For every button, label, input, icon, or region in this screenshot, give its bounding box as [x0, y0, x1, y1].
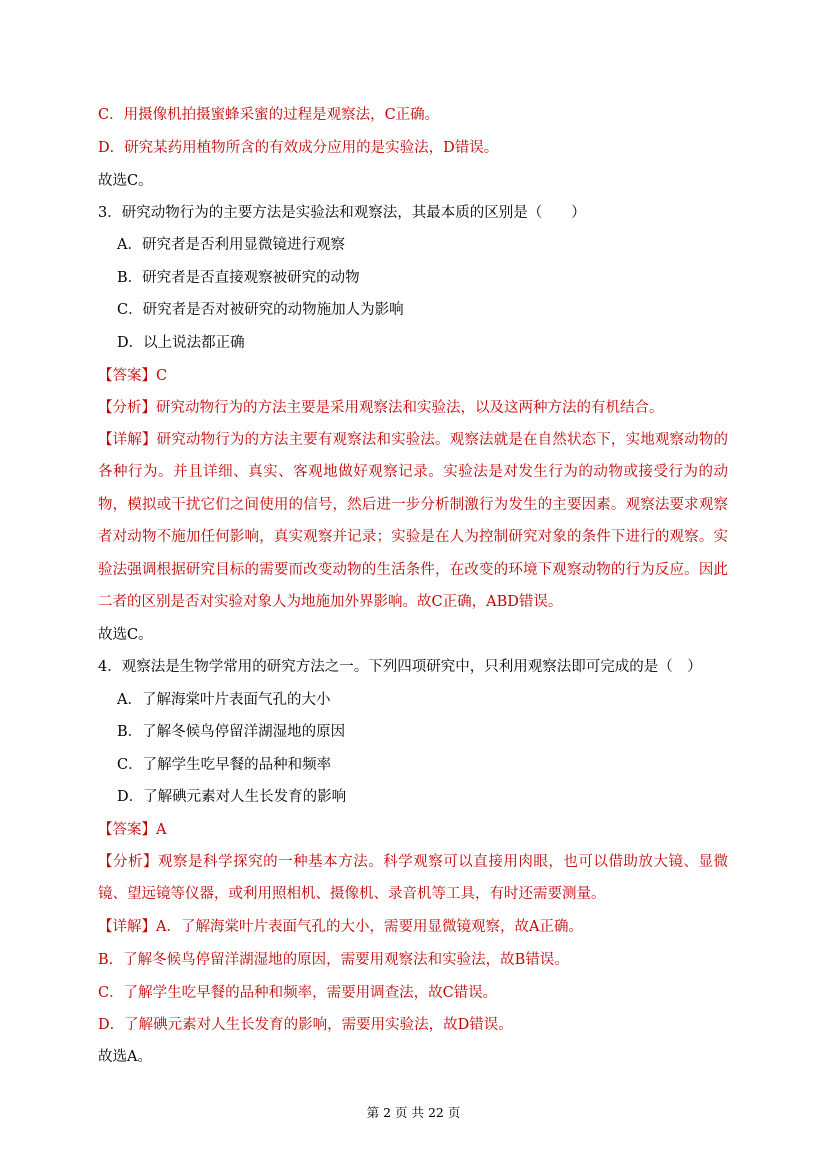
q3-option-b: B．研究者是否直接观察被研究的动物: [117, 270, 360, 286]
q4-option-a: A．了解海棠叶片表面气孔的大小: [117, 692, 331, 708]
q3-stem: 3．研究动物行为的主要方法是实验法和观察法，其最本质的区别是（ ）: [98, 205, 586, 221]
q4-answer: 【答案】A: [98, 822, 167, 838]
q4-detail-a: 【详解】A．了解海棠叶片表面气孔的大小，需要用显微镜观察，故A正确。: [98, 919, 583, 935]
q4-detail-c: C．了解学生吃早餐的品种和频率，需要用调查法，故C错误。: [98, 985, 498, 1001]
q3-option-a: A．研究者是否利用显微镜进行观察: [117, 237, 345, 253]
prev-option-d-explanation: D．研究某药用植物所含的有效成分应用的是实验法，D错误。: [98, 140, 499, 156]
q4-conclusion: 故选A。: [98, 1049, 152, 1065]
q3-option-d: D．以上说法都正确: [117, 335, 245, 351]
prev-conclusion: 故选C。: [98, 173, 153, 189]
q4-stem: 4．观察法是生物学常用的研究方法之一。下列四项研究中，只利用观察法即可完成的是（ ）: [98, 659, 702, 675]
q3-conclusion: 故选C。: [98, 627, 153, 643]
page-number: 第 2 页 共 22 页: [366, 1105, 461, 1120]
q4-option-d: D．了解碘元素对人生长发育的影响: [117, 789, 347, 805]
q4-detail-d: D．了解碘元素对人生长发育的影响，需要用实验法，故D错误。: [98, 1017, 513, 1033]
q3-analysis: 【分析】研究动物行为的方法主要是采用观察法和实验法，以及这两种方法的有机结合。: [98, 400, 664, 416]
q4-detail-b: B．了解冬候鸟停留洋湖湿地的原因，需要用观察法和实验法，故B错误。: [98, 952, 569, 968]
q4-analysis: 【分析】观察是科学探究的一种基本方法。科学观察可以直接用肉眼，也可以借助放大镜、显微镜、望远镜等仪器，或利用照相机、摄像机、录音机等工具，有时还需要测量。: [98, 854, 728, 903]
prev-option-c-explanation: C．用摄像机拍摄蜜蜂采蜜的过程是观察法，C正确。: [98, 107, 440, 123]
q3-detail: 【详解】研究动物行为的方法主要有观察法和实验法。观察法就是在自然状态下，实地观察动物的各种行为。并且详细、真实、客观地做好观察记录。实验法是对发生行为的动物或接受行为的动物，模拟或干扰它们之间使用的信号，然后进一步分析制激行为发生的主要因素。观察法要求观察者对动物不施加任何影响，真实观察并记录；实验是在人为控制研究对象的条件下进行的观察。实验法强调根据研究目标的需要而改变动物的生活条件，在改变的环境下观察动物的行为反应。因此二者的区别是否对实验对象人为地施加外界影响。故C正确，ABD错误。: [98, 432, 728, 611]
q4-option-b: B．了解冬候鸟停留洋湖湿地的原因: [117, 724, 346, 740]
q3-answer: 【答案】C: [98, 368, 168, 384]
q4-option-c: C．了解学生吃早餐的品种和频率: [117, 757, 332, 773]
q3-option-c: C．研究者是否对被研究的动物施加人为影响: [117, 302, 404, 318]
